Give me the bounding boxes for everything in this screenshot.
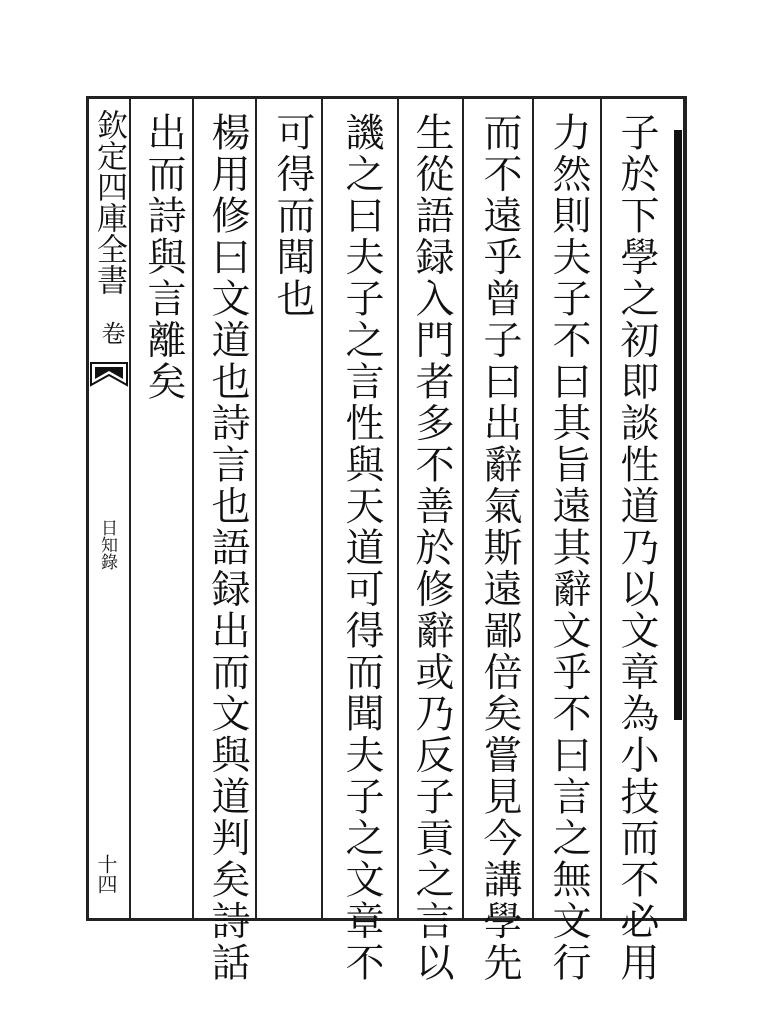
column-rule — [600, 99, 602, 918]
margin-rule — [129, 99, 131, 918]
text-column: 楊用修曰文道也詩言也語録出而文與道判矣詩話 — [205, 112, 250, 984]
text-column: 而不遠乎曾子曰出辭氣斯遠鄙倍矣嘗見今講學先 — [477, 112, 522, 984]
book-title: 日知錄 — [97, 519, 117, 570]
text-column: 譏之曰夫子之言性與天道可得而聞夫子之文章不 — [339, 112, 384, 984]
frame-top-border — [86, 96, 686, 99]
volume-marker: 卷 — [97, 321, 125, 345]
text-column: 可得而聞也 — [270, 112, 315, 320]
text-column: 出而詩與言離矣 — [141, 112, 186, 403]
text-column: 力然則夫子不曰其旨遠其辭文乎不曰言之無文行 — [546, 112, 591, 984]
column-rule — [532, 99, 534, 918]
frame-right-border — [683, 96, 687, 921]
text-column: 生從語録入門者多不善於修辭或乃反子貢之言以 — [409, 112, 454, 984]
page-number: 十四 — [94, 854, 118, 894]
column-rule — [462, 99, 464, 918]
right-edge-ink-bar — [674, 130, 682, 720]
fish-tail-mark-icon — [89, 361, 129, 387]
text-column: 子於下學之初即談性道乃以文章為小技而不必用 — [614, 112, 659, 984]
collection-title: 欽定四庫全書 — [91, 109, 127, 295]
column-rule — [397, 99, 399, 918]
margin-strip — [89, 99, 129, 918]
